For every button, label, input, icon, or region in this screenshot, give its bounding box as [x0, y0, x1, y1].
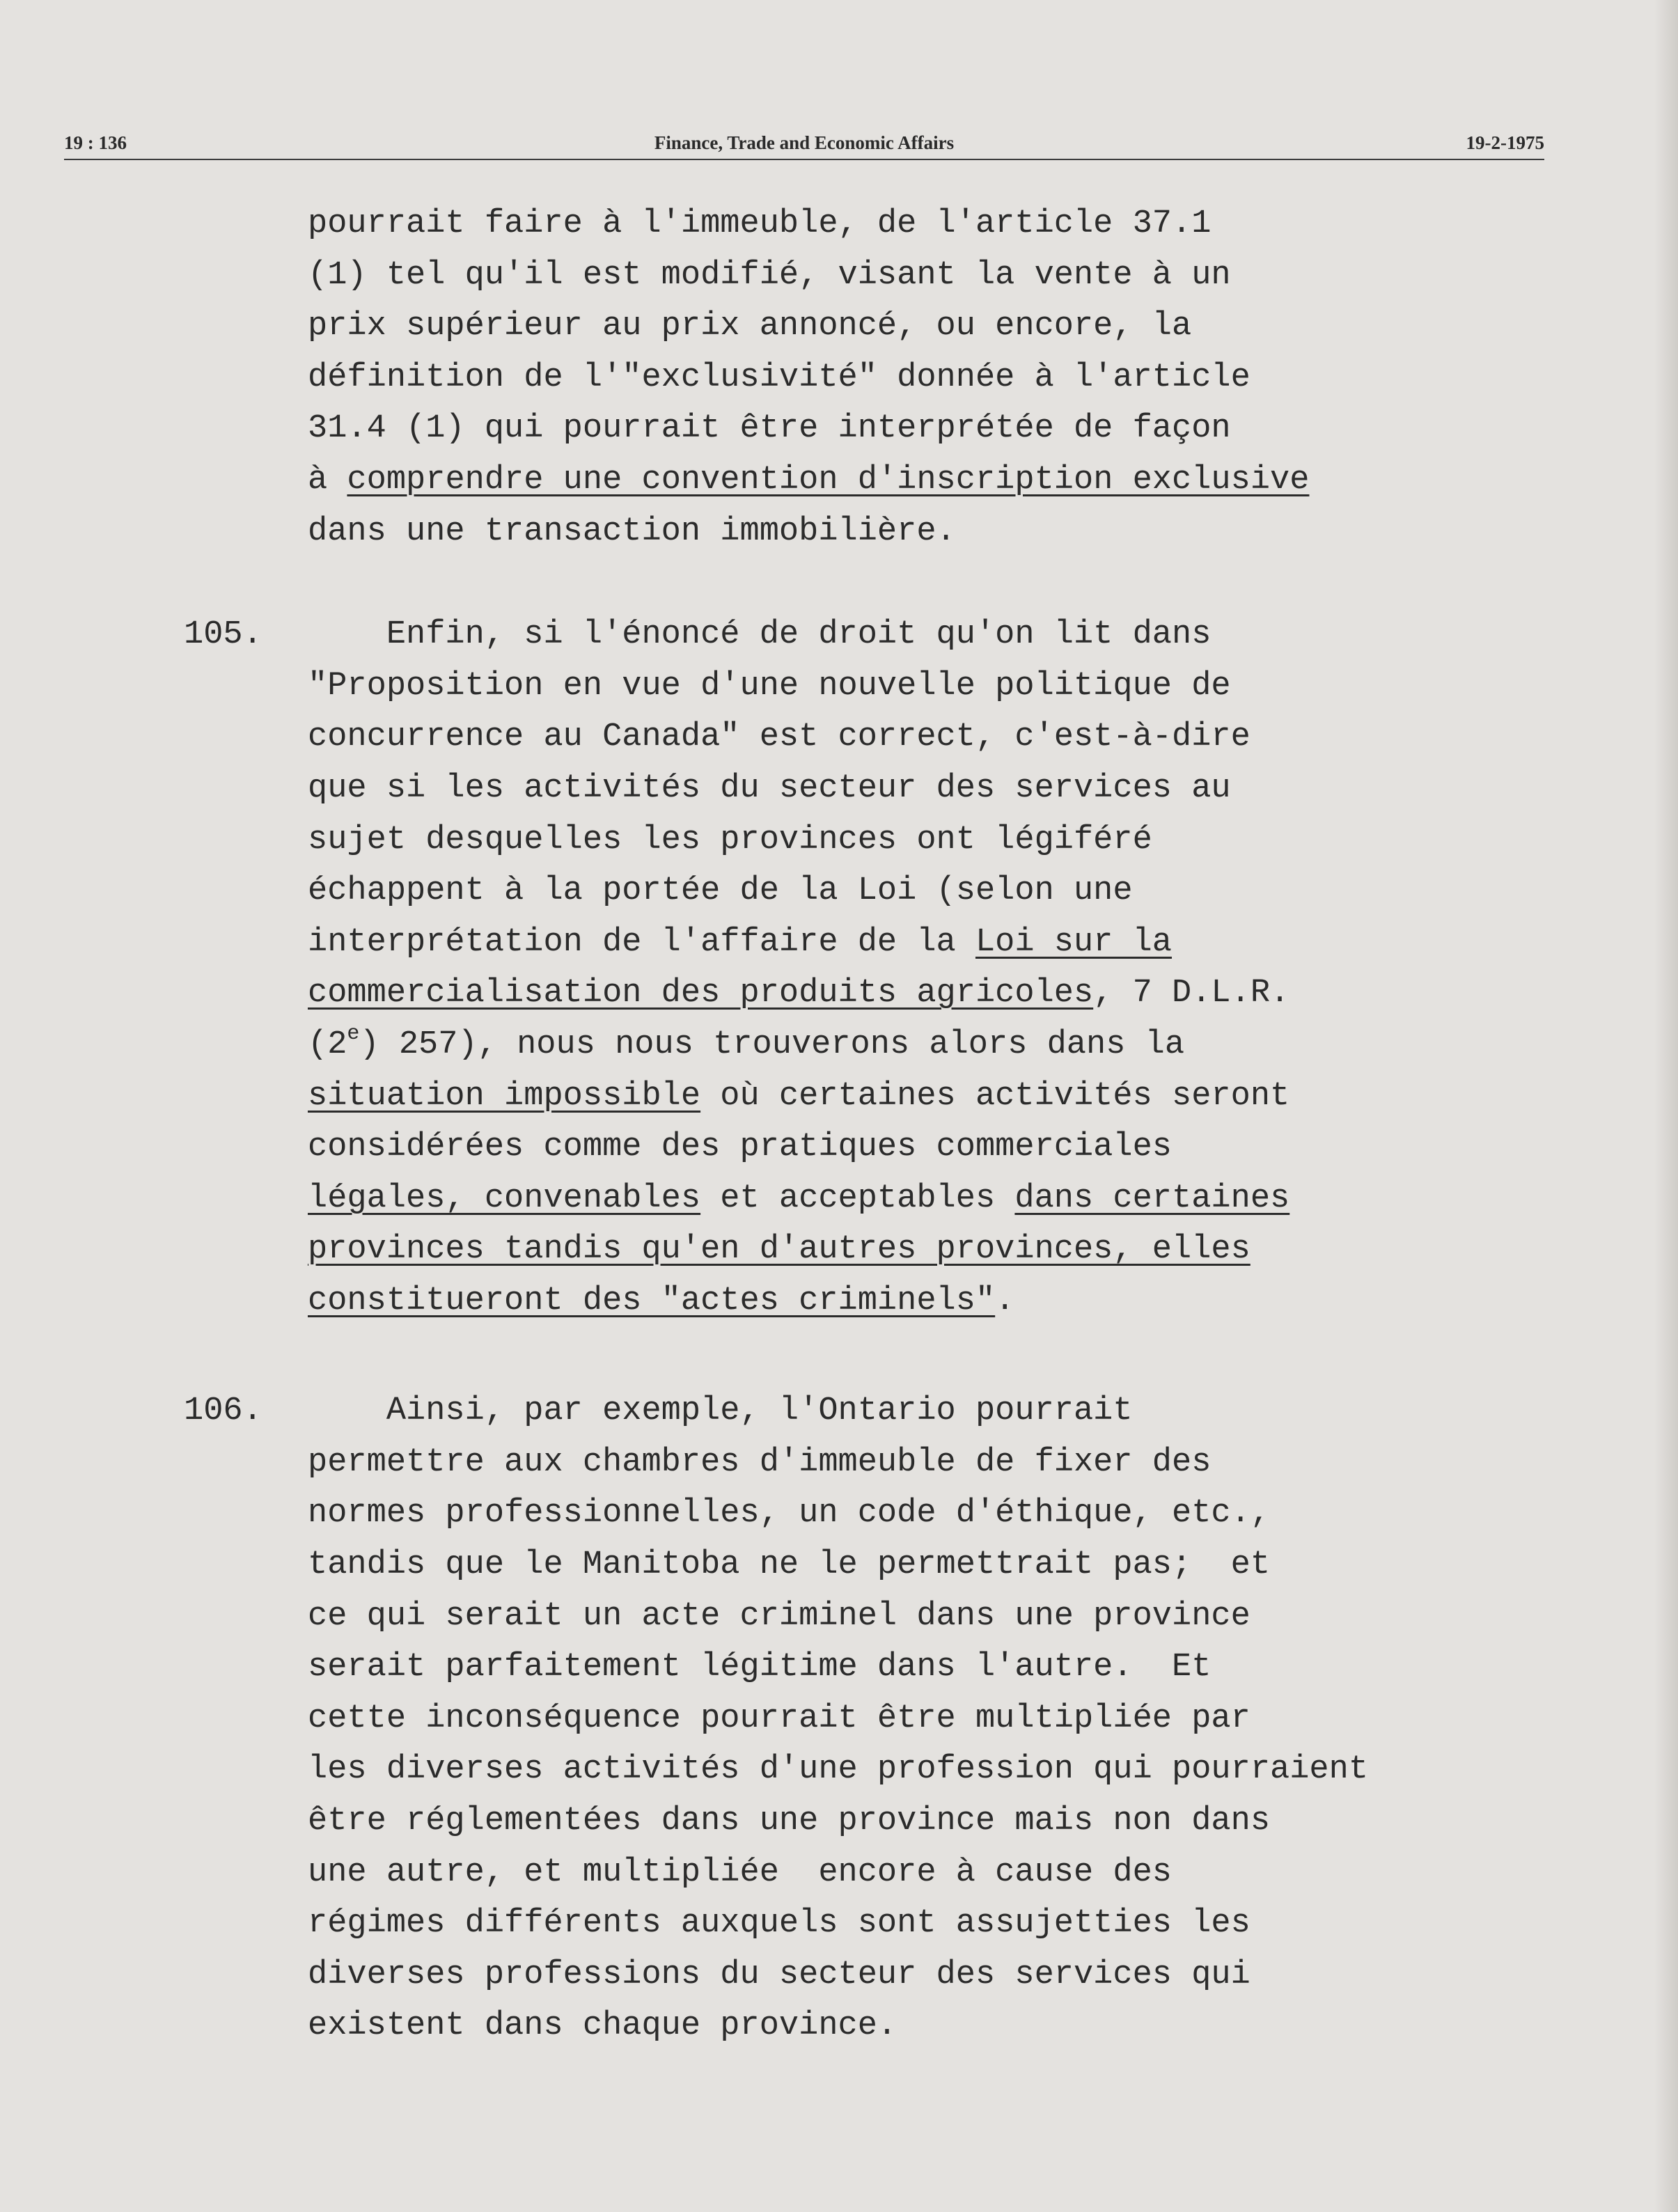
text-line: diverses professions du secteur des services qui [308, 1956, 1250, 1993]
text-line: tandis que le Manitoba ne le permettrait pas; et [308, 1546, 1271, 1583]
text-line: sujet desquelles les provinces ont légiféré [308, 822, 1152, 858]
text-segment: . [995, 1283, 1015, 1319]
underlined-text: commercialisation des produits agricoles [308, 975, 1094, 1012]
text-line [308, 974, 1289, 1013]
text-line: permettre aux chambres d'immeuble de fixer des [308, 1444, 1212, 1481]
text-line: (1) tel qu'il est modifié, visant la vente à un [308, 257, 1231, 294]
header-title: Finance, Trade and Economic Affairs [654, 132, 955, 153]
text-line: une autre, et multipliée encore à cause des [308, 1854, 1173, 1891]
underlined-text: situation impossible [308, 1078, 701, 1115]
text-line: 31.4 (1) qui pourrait être interprétée de façon [308, 410, 1231, 447]
text-line: considérées comme des pratiques commerciales [308, 1129, 1173, 1166]
text-line: définition de l'"exclusivité" donnée à l'article [308, 359, 1250, 396]
underlined-text: provinces tandis qu'en d'autres provinces, elles [308, 1231, 1250, 1268]
text-line: être réglementées dans une province mais non dans [308, 1803, 1271, 1840]
text-line [308, 1230, 1250, 1269]
text-segment: et acceptables [700, 1180, 1015, 1217]
text-segment: à [308, 462, 347, 499]
text-line: pourrait faire à l'immeuble, de l'article 37.1 [308, 205, 1212, 242]
header-date: 19-2-1975 [1466, 132, 1544, 153]
paragraph-number-106: 106. [184, 1393, 262, 1429]
text-line: existent dans chaque province. [308, 2007, 897, 2044]
text-segment: ) 257), nous nous trouverons alors dans la [359, 1026, 1185, 1063]
text-line: ce qui serait un acte criminel dans une province [308, 1598, 1250, 1635]
text-line [308, 1022, 1185, 1065]
text-line: que si les activités du secteur des services au [308, 770, 1231, 807]
text-line: les diverses activités d'une profession qui pourraient [308, 1751, 1369, 1788]
text-segment: interprétation de l'affaire de la [308, 924, 975, 961]
text-segment: où certaines activités seront [700, 1078, 1290, 1115]
text-segment: (2 [308, 1026, 347, 1063]
text-line [308, 461, 1309, 500]
text-line: prix supérieur au prix annoncé, ou encore, la [308, 308, 1192, 345]
text-line [308, 1077, 1289, 1116]
underlined-text: dans certaines [1014, 1180, 1290, 1217]
text-line: serait parfaitement légitime dans l'autre. Et [308, 1649, 1212, 1686]
running-header [64, 125, 1544, 157]
text-line: régimes différents auxquels sont assujetties les [308, 1905, 1250, 1942]
underlined-text: légales, convenables [308, 1180, 701, 1217]
superscript: e [347, 1022, 360, 1046]
text-line: concurrence au Canada" est correct, c'est-à-dire [308, 719, 1250, 755]
paragraph-number-105: 105. [184, 616, 262, 653]
text-line: Enfin, si l'énoncé de droit qu'on lit dans [308, 616, 1212, 653]
text-line: cette inconséquence pourrait être multipliée par [308, 1700, 1250, 1737]
header-rule [64, 159, 1544, 160]
underlined-text: Loi sur la [975, 924, 1173, 961]
text-line: "Proposition en vue d'une nouvelle politique de [308, 668, 1231, 705]
text-line: dans une transaction immobilière. [308, 513, 956, 550]
text-segment: , 7 D.L.R. [1093, 975, 1290, 1012]
header-page-ref: 19 : 136 [64, 132, 127, 153]
text-line [308, 1179, 1289, 1218]
text-line [308, 923, 1172, 962]
text-line [308, 1282, 1014, 1321]
text-line: normes professionnelles, un code d'éthique, etc., [308, 1495, 1271, 1532]
underlined-text: comprendre une convention d'inscription exclusive [347, 462, 1310, 499]
page-edge-shadow [1654, 0, 1678, 2212]
underlined-text: constitueront des "actes criminels" [308, 1283, 996, 1319]
text-line: échappent à la portée de la Loi (selon une [308, 872, 1133, 909]
text-line: Ainsi, par exemple, l'Ontario pourrait [308, 1393, 1133, 1429]
